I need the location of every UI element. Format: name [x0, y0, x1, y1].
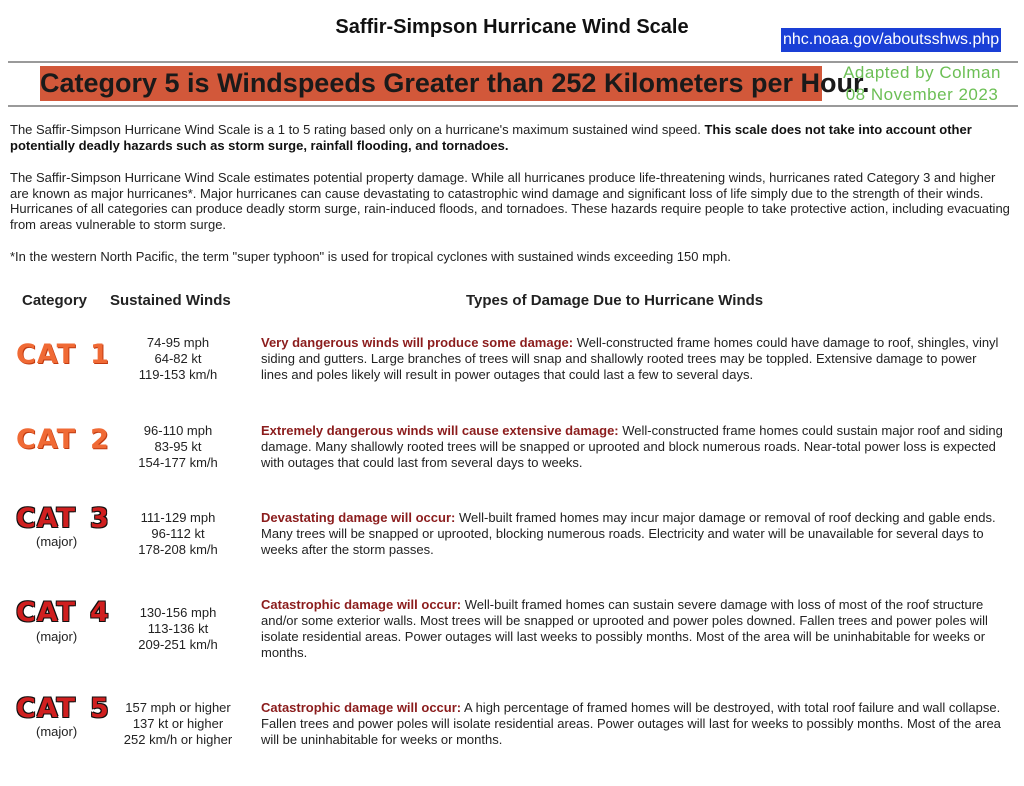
cat-5-kmh: 252 km/h or higher: [123, 732, 233, 747]
cat-3-word: CAT: [16, 503, 77, 534]
page-title: Saffir-Simpson Hurricane Wind Scale: [335, 16, 689, 38]
cat-1-word: CAT: [16, 339, 77, 370]
header-damage-types: Types of Damage Due to Hurricane Winds: [466, 292, 764, 309]
cat-1-kmh: 119-153 km/h: [138, 367, 218, 382]
cat-2-lead: Extremely dangerous winds will cause extensive damage:: [261, 423, 619, 438]
cat-1-text: Well-constructed frame homes could have damage to roof, shingles, vinyl siding and gutters. Large branches of trees will snap and shallowly rooted trees may be toppled. Extensive damage to power lines and poles likely will result in power outages that could last a few to several days.: [261, 335, 999, 382]
cat-1-lead: Very dangerous winds will produce some damage:: [261, 335, 574, 350]
cat-1-number: 1: [90, 339, 110, 370]
attribution: [832, 62, 1012, 106]
header-sustained-winds: Sustained Winds: [110, 292, 231, 309]
divider-bottom: [8, 105, 1018, 107]
cat-1-winds: [110, 335, 246, 383]
source-link[interactable]: nhc.noaa.gov/aboutsshws.php: [781, 28, 1001, 52]
cat-3-winds: [110, 510, 246, 558]
cat-2-mph: 96-110 mph: [143, 423, 213, 438]
cat-3-kt: 96-112 kt: [151, 526, 205, 541]
cat-1-mph: 74-95 mph: [146, 335, 210, 350]
cat-4-mph: 130-156 mph: [139, 605, 217, 620]
cat-4-description: [261, 597, 1006, 661]
cat-5-major-tag: (major): [36, 724, 78, 739]
cat-3-kmh: 178-208 km/h: [138, 542, 218, 557]
cat-2-kt: 83-95 kt: [154, 439, 202, 454]
cat-4-major-tag: (major): [36, 629, 78, 644]
cat-5-number: 5: [90, 693, 110, 724]
cat-5-winds: [110, 700, 246, 748]
cat-2-kmh: 154-177 km/h: [138, 455, 218, 470]
cat-4-winds: [110, 605, 246, 653]
header-category: Category: [22, 292, 88, 309]
cat-2-winds: [110, 423, 246, 471]
cat-4-lead: Catastrophic damage will occur:: [261, 597, 462, 612]
cat-4-kt: 113-136 kt: [147, 621, 209, 636]
cat-3-major-tag: (major): [36, 534, 78, 549]
cat-2-number: 2: [90, 424, 110, 455]
cat-5-description: [261, 700, 1006, 748]
intro-p1-bold: This scale does not take into account other potentially deadly hazards such as storm surge, rainfall flooding, and tornadoes.: [10, 122, 972, 153]
cat-1-kt: 64-82 kt: [154, 351, 202, 366]
cat-3-description: [261, 510, 1006, 558]
cat-3-text: Well-built framed homes may incur major damage or removal of roof decking and gable ends. Many trees will be snapped or uprooted, blocking numerous roads. Electricity and water will be unavailable for several days to weeks after the storm passes.: [261, 510, 996, 557]
cat-1-description: [261, 335, 1006, 383]
category-5-banner: Category 5 is Windspeeds Greater than 252 Kilometers per Hour.: [40, 66, 822, 101]
cat-4-word: CAT: [16, 597, 77, 628]
cat-2-text: Well-constructed frame homes could sustain major roof and siding damage. Many shallowly rooted trees will be snapped or uprooted and block numerous roads. Near-total power loss is expected with outages that could last from several days to weeks.: [261, 423, 1003, 470]
cat-4-text: Well-built framed homes can sustain severe damage with loss of most of the roof structure and/or some exterior walls. Most trees will be snapped or uprooted and power poles downed. Fallen trees and power poles will isolate residential areas. Power outages will last weeks to possibly months. Most of the area will be uninhabitable for weeks or months.: [261, 597, 988, 660]
cat-3-lead: Devastating damage will occur:: [261, 510, 456, 525]
intro-paragraph-2: The Saffir-Simpson Hurricane Wind Scale estimates potential property damage. While all hurricanes produce life-threatening winds, hurricanes rated Category 3 and higher are known as major hurricanes*. Major hurricanes can cause devastating to catastrophic wind damage and significant loss of life simply due to the strength of their winds. Hurricanes of all categories can produce deadly storm surge, rain-induced floods, and tornadoes. These hazards require people to take protective action, including evacuating from areas vulnerable to storm surge.: [10, 170, 1010, 232]
cat-5-word: CAT: [16, 693, 77, 724]
cat-5-text: A high percentage of framed homes will be destroyed, with total roof failure and wall collapse. Fallen trees and power poles will isolate residential areas. Power outages will last for weeks to possibly months. Most of the area will be uninhabitable for weeks or months.: [261, 700, 1001, 747]
intro-paragraph-3: *In the western North Pacific, the term "super typhoon" is used for tropical cyclones with sustained winds exceeding 150 mph.: [10, 249, 731, 264]
cat-3-mph: 111-129 mph: [140, 510, 216, 525]
cat-3-number: 3: [90, 503, 110, 534]
intro-paragraph-1: [10, 122, 1010, 153]
cat-2-word: CAT: [16, 424, 77, 455]
cat-5-kt: 137 kt or higher: [132, 716, 224, 731]
attribution-date: 08 November 2023: [845, 85, 999, 104]
intro-p1-text: The Saffir-Simpson Hurricane Wind Scale is a 1 to 5 rating based only on a hurricane's maximum sustained wind speed.: [10, 122, 705, 137]
cat-4-number: 4: [90, 597, 110, 628]
cat-4-kmh: 209-251 km/h: [138, 637, 218, 652]
cat-2-description: [261, 423, 1006, 471]
cat-5-mph: 157 mph or higher: [125, 700, 231, 715]
cat-5-lead: Catastrophic damage will occur:: [261, 700, 462, 715]
attribution-author: Adapted by Colman: [843, 63, 1001, 82]
